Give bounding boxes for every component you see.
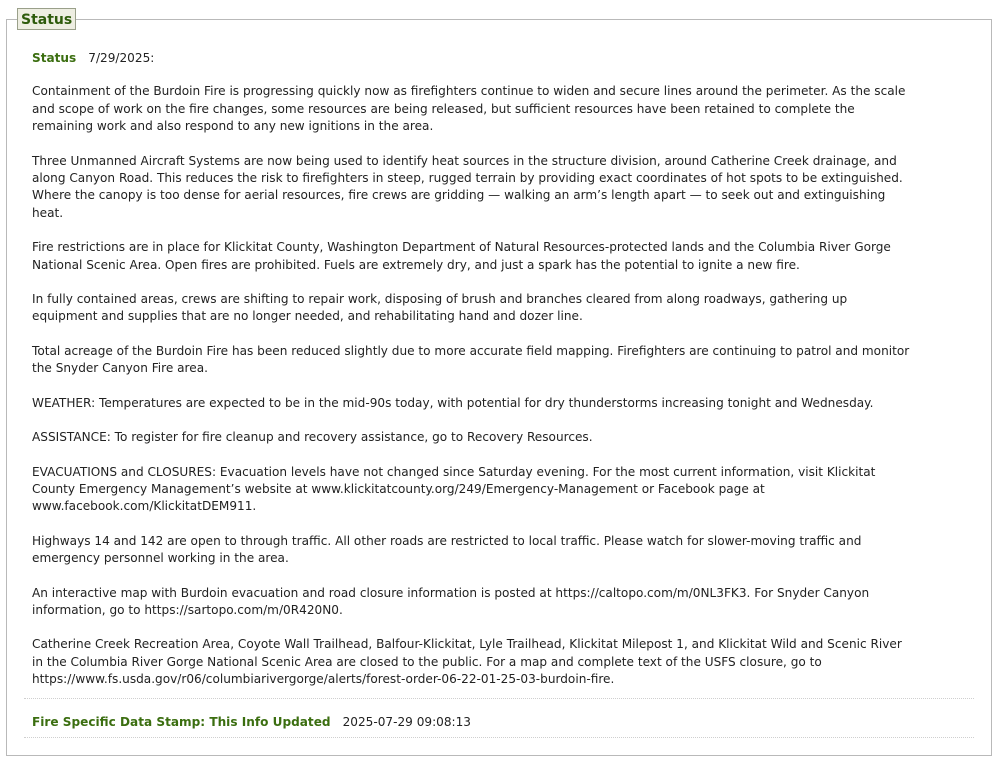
paragraph-evacuations: EVACUATIONS and CLOSURES: Evacuation levels have not changed since Saturday evening. For the most current information, visit Klickitat County Emergency Management’s website at www.klickitatcounty.org/249/Emergency-Management or Facebook page at www.facebook.com/KlickitatDEM911. (32, 464, 876, 514)
status-header (32, 50, 912, 67)
status-content (32, 50, 912, 689)
data-stamp (32, 715, 471, 729)
paragraph-aircraft: Three Unmanned Aircraft Systems are now being used to identify heat sources in the structure division, around Catherine Creek drainage, and along Canyon Road. This reduces the risk to firefighters in steep, rugged terrain by providing exact coordinates of hot spots to be extinguished. Where the canopy is too dense for aerial resources, fire crews are gridding — walking an arm’s length apart — to seek out and extinguishing heat. (32, 153, 903, 220)
paragraph-repair: In fully contained areas, crews are shifting to repair work, disposing of brush and branches cleared from along roadways, gathering up equipment and supplies that are no longer needed, and rehabilitating hand and dozer line. (32, 292, 848, 324)
paragraph-restrictions: Fire restrictions are in place for Klickitat County, Washington Department of Natural Resources-protected lands and the Columbia River Gorge National Scenic Area. Open fires are prohibited. Fuels are extremely dry, and just a spark has the potential to ignite a new fire. (32, 240, 891, 272)
paragraph-acreage: Total acreage of the Burdoin Fire has been reduced slightly due to more accurate field mapping. Firefighters are continuing to patrol and monitor the Snyder Canyon Fire area. (32, 343, 910, 376)
data-stamp-label: Fire Specific Data Stamp: This Info Updated (32, 715, 331, 729)
paragraph-interactive-map: An interactive map with Burdoin evacuation and road closure information is posted at https://caltopo.com/m/0NL3FK3. For Snyder Canyon information, go to https://sartopo.com/m/0R420N0. (32, 585, 870, 617)
data-stamp-row (24, 698, 974, 738)
paragraph-weather: WEATHER: Temperatures are expected to be in the mid-90s today, with potential for dry thunderstorms increasing tonight and Wednesday. (32, 395, 874, 410)
status-date: 7/29/2025: (88, 51, 155, 65)
paragraph-assistance: ASSISTANCE: To register for fire cleanup and recovery assistance, go to Recovery Resources. (32, 430, 593, 445)
data-stamp-value: 2025-07-29 09:08:13 (342, 715, 472, 729)
paragraph-closures: Catherine Creek Recreation Area, Coyote Wall Trailhead, Balfour-Klickitat, Lyle Trailhead, Klickitat Milepost 1, and Klickitat Wild and Scenic River in the Columbia River Gorge National Scenic Area are closed to the public. For a map and complete text of the USFS closure, go to https://www.fs.usda.gov/r06/columbiarivergorge/alerts/forest-order-06-22-01-25-03-burdoin-fire. (32, 637, 902, 687)
status-label: Status (32, 51, 77, 65)
paragraph-highways: Highways 14 and 142 are open to through traffic. All other roads are restricted to local traffic. Please watch for slower-moving traffic and emergency personnel working in the area. (32, 533, 862, 566)
panel-legend: Status (17, 8, 76, 30)
paragraph-containment: Containment of the Burdoin Fire is progressing quickly now as firefighters continue to widen and secure lines around the perimeter. As the scale and scope of work on the fire changes, some resources are being released, but sufficient resources have been retained to complete the remaining work and also respond to any new ignitions in the area. (32, 84, 906, 134)
